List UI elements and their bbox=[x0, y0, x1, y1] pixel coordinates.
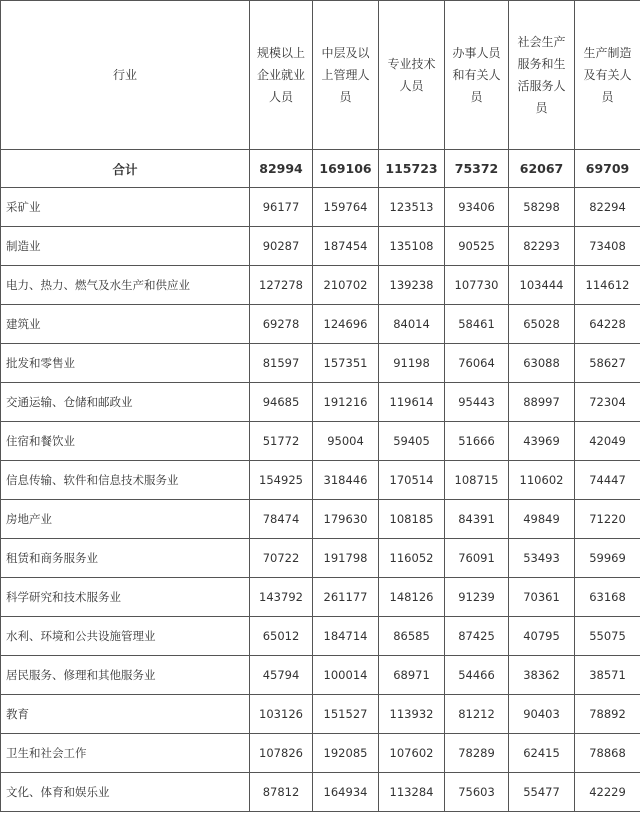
table-cell: 184714 bbox=[313, 617, 379, 656]
table-row bbox=[1, 461, 640, 500]
table-cell: 107602 bbox=[379, 734, 445, 773]
header-row bbox=[1, 1, 640, 150]
industry-label: 水利、环境和公共设施管理业 bbox=[1, 617, 250, 656]
table-cell: 179630 bbox=[313, 500, 379, 539]
header-line: 人员 bbox=[268, 90, 293, 104]
table-cell: 127278 bbox=[250, 266, 313, 305]
table-cell: 159764 bbox=[313, 188, 379, 227]
table-cell: 87425 bbox=[445, 617, 509, 656]
table-cell: 75603 bbox=[445, 773, 509, 812]
total-cell: 82994 bbox=[250, 150, 313, 188]
table-cell: 157351 bbox=[313, 344, 379, 383]
table-cell: 63088 bbox=[509, 344, 575, 383]
header-line: 员 bbox=[470, 90, 483, 104]
table-cell: 74447 bbox=[575, 461, 640, 500]
table-cell: 65028 bbox=[509, 305, 575, 344]
table-cell: 38571 bbox=[575, 656, 640, 695]
header-industry bbox=[1, 1, 250, 150]
table-cell: 84014 bbox=[379, 305, 445, 344]
table-cell: 108185 bbox=[379, 500, 445, 539]
table-cell: 82293 bbox=[509, 227, 575, 266]
table-cell: 76091 bbox=[445, 539, 509, 578]
total-row bbox=[1, 150, 640, 188]
column-header bbox=[250, 1, 313, 150]
table-cell: 113932 bbox=[379, 695, 445, 734]
table-cell: 124696 bbox=[313, 305, 379, 344]
table-row bbox=[1, 305, 640, 344]
header-line: 上管理人 bbox=[321, 68, 370, 82]
table-row bbox=[1, 422, 640, 461]
header-line: 专业技术 bbox=[387, 57, 436, 71]
table-cell: 210702 bbox=[313, 266, 379, 305]
table-row bbox=[1, 578, 640, 617]
table-cell: 38362 bbox=[509, 656, 575, 695]
table-cell: 72304 bbox=[575, 383, 640, 422]
table-row bbox=[1, 773, 640, 812]
table-cell: 82294 bbox=[575, 188, 640, 227]
table-cell: 42229 bbox=[575, 773, 640, 812]
table-cell: 58461 bbox=[445, 305, 509, 344]
table-row bbox=[1, 227, 640, 266]
table-row bbox=[1, 734, 640, 773]
table-cell: 114612 bbox=[575, 266, 640, 305]
table-cell: 86585 bbox=[379, 617, 445, 656]
column-header bbox=[379, 1, 445, 150]
table-cell: 94685 bbox=[250, 383, 313, 422]
table-cell: 78892 bbox=[575, 695, 640, 734]
header-line: 社会生产 bbox=[517, 35, 566, 49]
table-cell: 90525 bbox=[445, 227, 509, 266]
table-cell: 191216 bbox=[313, 383, 379, 422]
table-cell: 107826 bbox=[250, 734, 313, 773]
table-cell: 88997 bbox=[509, 383, 575, 422]
table-row bbox=[1, 539, 640, 578]
table-cell: 42049 bbox=[575, 422, 640, 461]
total-label: 合计 bbox=[1, 150, 250, 188]
table-cell: 51772 bbox=[250, 422, 313, 461]
table-cell: 55477 bbox=[509, 773, 575, 812]
table-cell: 261177 bbox=[313, 578, 379, 617]
column-header bbox=[509, 1, 575, 150]
table-cell: 93406 bbox=[445, 188, 509, 227]
table-cell: 40795 bbox=[509, 617, 575, 656]
table-cell: 53493 bbox=[509, 539, 575, 578]
header-line: 员 bbox=[339, 90, 352, 104]
total-cell: 69709 bbox=[575, 150, 640, 188]
industry-label: 教育 bbox=[1, 695, 250, 734]
table-cell: 191798 bbox=[313, 539, 379, 578]
table-cell: 113284 bbox=[379, 773, 445, 812]
total-cell: 115723 bbox=[379, 150, 445, 188]
table-cell: 55075 bbox=[575, 617, 640, 656]
total-cell: 169106 bbox=[313, 150, 379, 188]
industry-label: 交通运输、仓储和邮政业 bbox=[1, 383, 250, 422]
table-cell: 78474 bbox=[250, 500, 313, 539]
header-line: 员 bbox=[601, 90, 614, 104]
table-row bbox=[1, 383, 640, 422]
total-cell: 75372 bbox=[445, 150, 509, 188]
header-line: 办事人员 bbox=[452, 46, 501, 60]
table-cell: 154925 bbox=[250, 461, 313, 500]
table-cell: 63168 bbox=[575, 578, 640, 617]
table-cell: 110602 bbox=[509, 461, 575, 500]
industry-label: 住宿和餐饮业 bbox=[1, 422, 250, 461]
column-header bbox=[575, 1, 640, 150]
table-cell: 59969 bbox=[575, 539, 640, 578]
industry-label: 居民服务、修理和其他服务业 bbox=[1, 656, 250, 695]
table-cell: 59405 bbox=[379, 422, 445, 461]
industry-label: 制造业 bbox=[1, 227, 250, 266]
table-cell: 96177 bbox=[250, 188, 313, 227]
table-cell: 151527 bbox=[313, 695, 379, 734]
column-header bbox=[445, 1, 509, 150]
table-cell: 90403 bbox=[509, 695, 575, 734]
industry-label: 建筑业 bbox=[1, 305, 250, 344]
industry-label: 批发和零售业 bbox=[1, 344, 250, 383]
table-cell: 148126 bbox=[379, 578, 445, 617]
header-line: 行业 bbox=[112, 68, 137, 82]
table-row bbox=[1, 344, 640, 383]
table-cell: 81597 bbox=[250, 344, 313, 383]
table-cell: 187454 bbox=[313, 227, 379, 266]
industry-label: 房地产业 bbox=[1, 500, 250, 539]
header-line: 中层及以 bbox=[321, 46, 370, 60]
column-header bbox=[313, 1, 379, 150]
table-cell: 51666 bbox=[445, 422, 509, 461]
table-row bbox=[1, 266, 640, 305]
table-cell: 70361 bbox=[509, 578, 575, 617]
table-cell: 139238 bbox=[379, 266, 445, 305]
table-cell: 103126 bbox=[250, 695, 313, 734]
table-cell: 65012 bbox=[250, 617, 313, 656]
table-row bbox=[1, 188, 640, 227]
header-line: 员 bbox=[535, 101, 548, 115]
table-cell: 318446 bbox=[313, 461, 379, 500]
table-cell: 95443 bbox=[445, 383, 509, 422]
table-cell: 107730 bbox=[445, 266, 509, 305]
table-cell: 71220 bbox=[575, 500, 640, 539]
industry-label: 科学研究和技术服务业 bbox=[1, 578, 250, 617]
table-cell: 123513 bbox=[379, 188, 445, 227]
industry-label: 信息传输、软件和信息技术服务业 bbox=[1, 461, 250, 500]
table-cell: 100014 bbox=[313, 656, 379, 695]
table-row bbox=[1, 500, 640, 539]
table-cell: 54466 bbox=[445, 656, 509, 695]
table-cell: 170514 bbox=[379, 461, 445, 500]
table-cell: 143792 bbox=[250, 578, 313, 617]
table-cell: 103444 bbox=[509, 266, 575, 305]
header-line: 生产制造 bbox=[583, 46, 632, 60]
header-line: 规模以上 bbox=[256, 46, 305, 60]
header-line: 及有关人 bbox=[583, 68, 632, 82]
industry-label: 文化、体育和娱乐业 bbox=[1, 773, 250, 812]
table-cell: 58298 bbox=[509, 188, 575, 227]
header-line: 企业就业 bbox=[256, 68, 305, 82]
table-cell: 164934 bbox=[313, 773, 379, 812]
table-row bbox=[1, 656, 640, 695]
header-line: 人员 bbox=[399, 79, 424, 93]
table-cell: 69278 bbox=[250, 305, 313, 344]
table-cell: 78289 bbox=[445, 734, 509, 773]
table-cell: 119614 bbox=[379, 383, 445, 422]
table-cell: 95004 bbox=[313, 422, 379, 461]
table-cell: 192085 bbox=[313, 734, 379, 773]
table-cell: 45794 bbox=[250, 656, 313, 695]
industry-label: 采矿业 bbox=[1, 188, 250, 227]
header-line: 和有关人 bbox=[452, 68, 501, 82]
industry-label: 租赁和商务服务业 bbox=[1, 539, 250, 578]
table-cell: 78868 bbox=[575, 734, 640, 773]
table-cell: 58627 bbox=[575, 344, 640, 383]
table-cell: 81212 bbox=[445, 695, 509, 734]
table-cell: 84391 bbox=[445, 500, 509, 539]
table-cell: 108715 bbox=[445, 461, 509, 500]
table-cell: 87812 bbox=[250, 773, 313, 812]
header-line: 活服务人 bbox=[517, 79, 566, 93]
table-row bbox=[1, 695, 640, 734]
industry-label: 电力、热力、燃气及水生产和供应业 bbox=[1, 266, 250, 305]
table-cell: 68971 bbox=[379, 656, 445, 695]
industry-label: 卫生和社会工作 bbox=[1, 734, 250, 773]
table-cell: 116052 bbox=[379, 539, 445, 578]
table-cell: 91198 bbox=[379, 344, 445, 383]
table-row bbox=[1, 617, 640, 656]
table-cell: 43969 bbox=[509, 422, 575, 461]
table-cell: 91239 bbox=[445, 578, 509, 617]
table-cell: 64228 bbox=[575, 305, 640, 344]
table-cell: 73408 bbox=[575, 227, 640, 266]
table-cell: 70722 bbox=[250, 539, 313, 578]
header-line: 服务和生 bbox=[517, 57, 566, 71]
table-cell: 135108 bbox=[379, 227, 445, 266]
table-cell: 76064 bbox=[445, 344, 509, 383]
table-cell: 62415 bbox=[509, 734, 575, 773]
total-cell: 62067 bbox=[509, 150, 575, 188]
table-cell: 90287 bbox=[250, 227, 313, 266]
table-cell: 49849 bbox=[509, 500, 575, 539]
